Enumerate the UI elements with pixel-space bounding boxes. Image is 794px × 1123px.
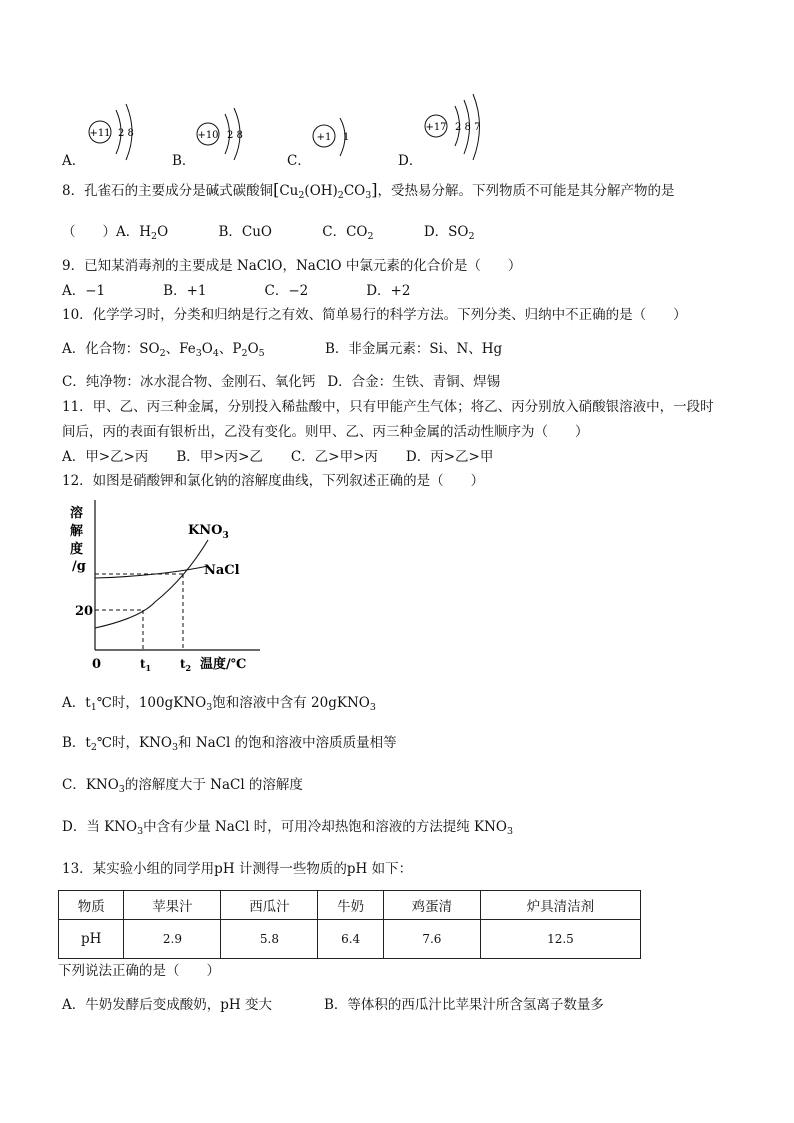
table-cell: 5.8 <box>221 920 318 959</box>
atom-a-shells: 2 8 <box>118 128 134 139</box>
table-header: 苹果汁 <box>124 891 221 920</box>
table-cell: 6.4 <box>318 920 383 959</box>
q13-stem: 13．某实验小组的同学用pH 计测得一些物质的pH 如下： <box>62 861 413 877</box>
atom-d-nucleus: +17 <box>425 122 447 133</box>
y-axis-label-part: 度 <box>70 542 84 557</box>
option-label-d: D． <box>398 153 423 169</box>
option-label-b: B． <box>172 153 196 169</box>
kno3-curve <box>95 540 208 628</box>
q12-option-d: D．当 $KNO_3$中含有少量 NaCl 时，可用冷却热饱和溶液的方法提纯 $KNO_3$ <box>62 819 514 837</box>
q8-options: （ ）A．$H_2O$ B．CuO C．$CO_2$ D．$SO_2$ <box>62 224 475 242</box>
q10-stem: 10．化学学习时，分类和归纳是行之有效、简单易行的科学方法。下列分类、归纳中不正确的是（ ） <box>62 307 687 323</box>
q9-options: A．−1 B．+1 C．−2 D．+2 <box>62 283 411 299</box>
x-tick-t1: $t_1$ <box>140 657 152 673</box>
atom-a-nucleus: +11 <box>89 128 111 139</box>
table-row-label: pH <box>59 920 124 959</box>
table-cell: 2.9 <box>124 920 221 959</box>
atom-d <box>425 94 480 160</box>
atom-c <box>313 118 349 156</box>
y-axis-label-part: /g <box>72 559 86 574</box>
table-header: 物质 <box>59 891 124 920</box>
q11-line1: 11．甲、乙、丙三种金属，分别投入稀盐酸中，只有甲能产生气体；将乙、丙分别放入硝酸银溶液中，一段时 <box>62 399 714 415</box>
q11-options: A．甲>乙>丙 B．甲>丙>乙 C．乙>甲>丙 D．丙>乙>甲 <box>62 449 494 465</box>
q10-options-cd: C．纯净物：冰水混合物、金刚石、氧化钙 D．合金：生铁、青铜、焊锡 <box>62 374 501 390</box>
nacl-curve <box>95 566 208 578</box>
table-header: 牛奶 <box>318 891 383 920</box>
solubility-chart <box>60 500 260 680</box>
table-header: 炉具清洁剂 <box>480 891 640 920</box>
q13-after: 下列说法正确的是（ ） <box>58 963 220 979</box>
atom-diagrams <box>60 92 620 167</box>
q12-option-c: C．$KNO_3$的溶解度大于 NaCl 的溶解度 <box>62 777 303 795</box>
atom-b-shells: 2 8 <box>227 130 243 141</box>
q12-option-a: A．$t_1℃$时，100gKNO$_3$饱和溶液中含有 20gKNO$_3$ <box>62 695 376 713</box>
atom-a <box>89 104 134 160</box>
atom-b <box>197 108 243 160</box>
q11-line2: 间后，丙的表面有银析出，乙没有变化。则甲、乙、丙三种金属的活动性顺序为（ ） <box>62 424 589 440</box>
q10-options-ab: A．化合物：$SO_2$、$Fe_3O_4$、$P_2O_5$ B．非金属元素：Si、N、Hg <box>62 341 503 359</box>
origin-label: 0 <box>92 657 102 672</box>
q8-stem: 8．孔雀石的主要成分是碱式碳酸铜$[Cu_2(OH)_2CO_3]$，受热易分解。下列物质不可能是其分解产物的是 <box>62 180 675 201</box>
q12-option-b: B．$t_2℃$时，$KNO_3$和 NaCl 的饱和溶液中溶质质量相等 <box>62 735 397 753</box>
atom-c-nucleus: +1 <box>316 132 332 143</box>
q9-stem: 9．已知某消毒剂的主要成是 NaClO，NaClO 中氯元素的化合价是（ ） <box>62 258 522 274</box>
x-axis-label: 温度/℃ <box>200 657 247 672</box>
table-cell: 7.6 <box>383 920 480 959</box>
table-cell: 12.5 <box>480 920 640 959</box>
table-header: 西瓜汁 <box>221 891 318 920</box>
option-label-a: A． <box>62 153 86 169</box>
q12-stem: 12．如图是硝酸钾和氯化钠的溶解度曲线，下列叙述正确的是（ ） <box>62 473 485 489</box>
atom-c-shells: 1 <box>343 132 350 143</box>
table-header-row <box>59 891 641 920</box>
atom-d-shells: 2 8 7 <box>455 122 481 133</box>
option-label-c: C． <box>287 153 311 169</box>
kno3-label: $KNO_3$ <box>188 523 229 541</box>
nacl-label: NaCl <box>204 563 240 578</box>
atom-b-nucleus: +10 <box>197 130 219 141</box>
y-axis-label-part: 溶 <box>70 506 84 521</box>
y-tick-20: 20 <box>75 604 94 619</box>
ph-table <box>58 890 641 959</box>
y-axis-label <box>70 505 86 574</box>
table-row <box>59 920 641 959</box>
table-header: 鸡蛋清 <box>383 891 480 920</box>
x-tick-t2: $t_2$ <box>180 657 192 673</box>
y-axis-label-part: 解 <box>70 524 84 539</box>
q13-options: A．牛奶发酵后变成酸奶，pH 变大 B．等体积的西瓜汁比苹果汁所含氢离子数量多 <box>62 997 604 1013</box>
